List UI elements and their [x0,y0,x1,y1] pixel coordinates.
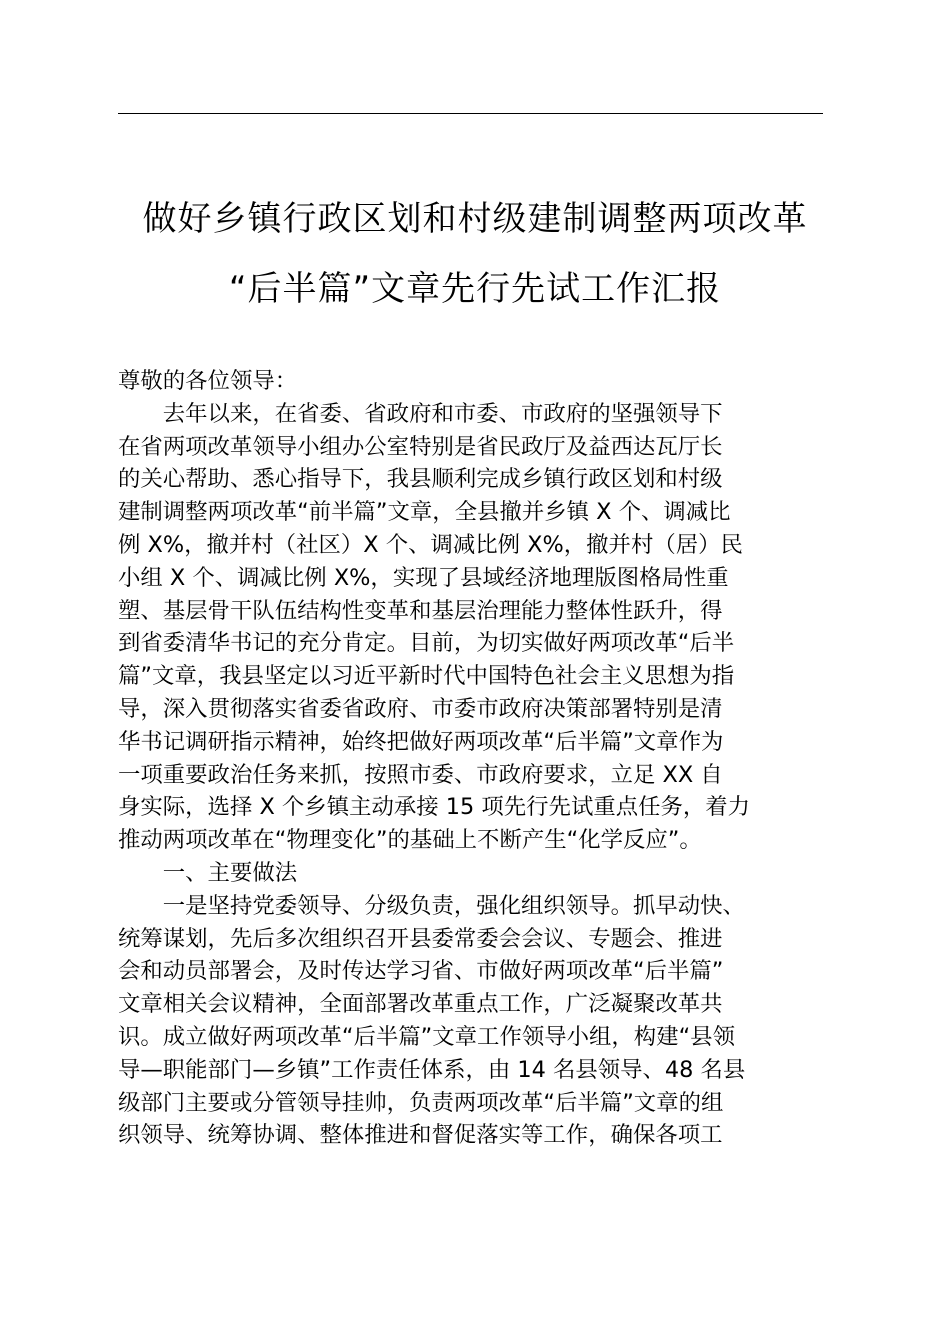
body-line: 小组 X 个、调减比例 X%，实现了县域经济地理版图格局性重 [118,564,729,591]
body-line: 的关心帮助、悉心指导下，我县顺利完成乡镇行政区划和村级 [118,466,723,493]
body-line: 一项重要政治任务来抓，按照市委、市政府要求，立足 XX 自 [118,761,723,788]
body-line: 到省委清华书记的充分肯定。目前，为切实做好两项改革“后半 [118,630,735,657]
body-line: 例 X%，撤并村（社区）X 个、调减比例 X%，撤并村（居）民 [118,532,743,558]
body-line: 篇”文章，我县坚定以习近平新时代中国特色社会主义思想为指 [118,663,735,690]
body-line: 统筹谋划，先后多次组织召开县委常委会会议、专题会、推进 [118,925,723,952]
body-line: 推动两项改革在“物理变化”的基础上不断产生“化学反应”。 [118,827,702,854]
header-rule [118,113,823,114]
body-line: 华书记调研指示精神，始终把做好两项改革“后半篇”文章作为 [118,728,724,755]
body-line: 级部门主要或分管领导挂帅，负责两项改革“后半篇”文章的组 [118,1089,724,1116]
body-line: 识。成立做好两项改革“后半篇”文章工作领导小组，构建“县领 [118,1024,735,1050]
body-line: 会和动员部署会，及时传达学习省、市做好两项改革“后半篇” [118,958,724,985]
body-line: 去年以来，在省委、省政府和市委、市政府的坚强领导下 [118,400,723,427]
document-title-line-1: 做好乡镇行政区划和村级建制调整两项改革 [142,199,808,239]
body-line: 导—职能部门—乡镇”工作责任体系，由 14 名县领导、48 名县 [118,1056,746,1083]
body-line: 导，深入贯彻落实省委省政府、市委市政府决策部署特别是清 [118,696,723,722]
body-line: 一是坚持党委领导、分级负责，强化组织领导。抓早动快、 [118,892,745,919]
section-heading: 一、主要做法 [118,860,298,886]
body-line: 塑、基层骨干队伍结构性变革和基层治理能力整体性跃升，得 [118,597,723,624]
body-line: 在省两项改革领导小组办公室特别是省民政厅及益西达瓦厅长 [118,433,723,460]
body-line: 织领导、统筹协调、整体推进和督促落实等工作，确保各项工 [118,1122,723,1149]
salutation: 尊敬的各位领导： [118,368,298,394]
body-line: 文章相关会议精神，全面部署改革重点工作，广泛凝聚改革共 [118,991,723,1018]
document-title-line-2: “后半篇”文章先行先试工作汇报 [228,269,722,309]
body-line: 建制调整两项改革“前半篇”文章，全县撤并乡镇 X 个、调减比 [118,499,731,526]
body-line: 身实际，选择 X 个乡镇主动承接 15 项先行先试重点任务，着力 [118,794,751,821]
